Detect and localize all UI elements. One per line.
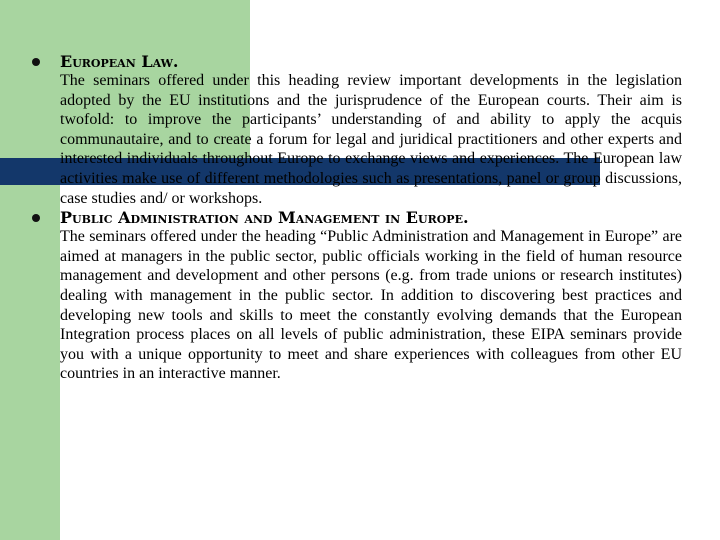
bullet-item-public-administration bbox=[0, 208, 720, 384]
item-heading: Public Administration and Management in Europe. bbox=[60, 208, 469, 228]
bullet-item-european-law bbox=[0, 52, 720, 208]
item-text: The seminars offered under the heading “Public Administration and Management in Europe” are aimed at managers in the public sector, public officials working in the field of human resource management and development and other persons (e.g. from trade unions or research institutes) dealing with management in the public sector. In addition to discovering best practices and developing new tools and skills to meet the constantly evolving demands that the European Integration process places on all levels of public administration, these EIPA seminars provide you with a unique opportunity to meet and share experiences with colleagues from other EU countries in an interactive manner. bbox=[60, 228, 682, 383]
item-text: The seminars offered under this heading review important developments in the legislation adopted by the EU institutions and the jurisprudence of the European courts. Their aim is twofold: to improve the participants’ understanding of and ability to apply the acquis communautaire, and to create a forum for legal and juridical practitioners and other experts and interested individuals throughout Europe to exchange views and experiences. The European law activities make use of different methodologies such as presentations, panel or group discussions, case studies and/ or workshops. bbox=[60, 72, 682, 207]
slide-content bbox=[0, 52, 720, 384]
bullet-dot-icon bbox=[32, 214, 40, 222]
bullet-dot-icon bbox=[32, 58, 40, 66]
item-heading: European Law. bbox=[60, 52, 179, 71]
